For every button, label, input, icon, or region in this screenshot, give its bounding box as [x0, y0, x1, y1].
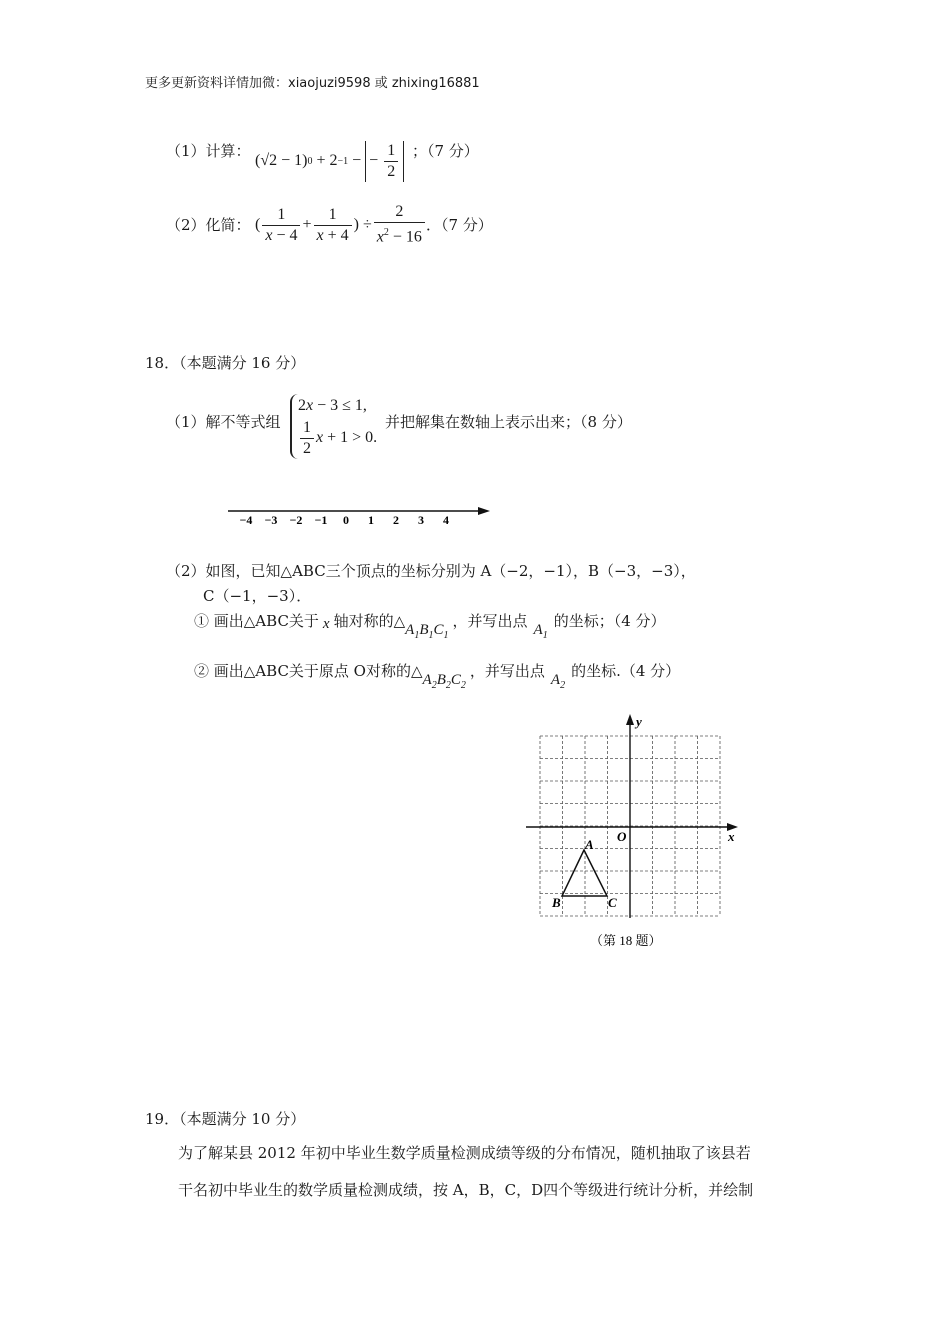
number-line-tick-label: −1	[314, 513, 328, 527]
q19-title: 19．（本题满分 10 分）	[145, 1110, 306, 1128]
triangle-abc	[562, 850, 607, 896]
coordinate-grid-figure	[520, 710, 750, 955]
q17-part2-label: （2）化简：	[166, 216, 251, 234]
point-a-label: A	[585, 837, 594, 852]
number-line-tick-label: 3	[418, 513, 424, 527]
q18-item1-a: ① 画出△ABC关于	[194, 612, 319, 630]
q18-part2-line1: （2）如图，已知△ABC三个顶点的坐标分别为 A（−2，−1），B（−3，−3），	[166, 562, 696, 580]
origin-label: O	[617, 829, 627, 844]
number-line-tick-label: −3	[264, 513, 278, 527]
number-line-tick-label: 1	[368, 513, 374, 527]
q17-part1	[166, 140, 251, 161]
q17-part1-expression: (√2 − 1) 0 + 2 −1 − − $\frac{1}{2}$	[255, 136, 404, 186]
q18-item2: ② 画出△ABC关于原点 O对称的△ $A_2B_2C_2$ ，并写出点 $A_2$ 的坐标.（4 分）	[194, 662, 681, 691]
q18-title: 18．（本题满分 16 分）	[145, 354, 306, 372]
page-header: 更多更新资料详情加微：xiaojuzi9598 或 zhixing16881	[145, 76, 480, 91]
q18-part1-label: （1）解不等式组	[166, 413, 281, 431]
y-axis-label: y	[636, 714, 642, 729]
q18-item2-c: ，并写出点	[469, 662, 545, 680]
number-line-tick-label: 0	[343, 513, 349, 527]
point-b-label: B	[552, 895, 561, 910]
number-line-tick-label: −4	[239, 513, 253, 527]
q18-item2-d: 的坐标.（4 分）	[571, 662, 681, 680]
q18-item1-c: ，并写出点	[452, 612, 528, 630]
q19-line1: 为了解某县 2012 年初中毕业生数学质量检测成绩等级的分布情况，随机抽取了该县若	[178, 1144, 751, 1162]
point-c-label: C	[608, 895, 617, 910]
number-line-tick-label: 2	[393, 513, 399, 527]
q17-part1-label: （1）计算：	[166, 142, 251, 160]
q18-part1-text: 并把解集在数轴上表示出来；（8 分）	[385, 413, 632, 431]
q18-item1-d: 的坐标；（4 分）	[553, 612, 666, 630]
q18-item2-a: ② 画出△ABC关于原点 O对称的△	[194, 662, 423, 680]
q19-line2: 干名初中毕业生的数学质量检测成绩，按 A，B，C，D四个等级进行统计分析，并绘制	[178, 1181, 754, 1199]
q17-part1-score: ；（7 分）	[412, 142, 479, 160]
number-line-tick-label: −2	[289, 513, 303, 527]
number-line	[220, 500, 500, 530]
q17-part2-score: ．（7 分）	[426, 216, 493, 234]
q17-part2-expression: ( $\frac{1}{x - 4}$ + $\frac{1}{x + 4}$ ) ÷ $\frac{2}{x^2 - 16}$	[255, 200, 427, 250]
q18-item1: ① 画出△ABC关于 x 轴对称的△ $A_1B_1C_1$ ，并写出点 $A_1$ 的坐标；（4 分）	[194, 612, 666, 641]
y-axis-arrow	[626, 714, 634, 725]
x-axis-label: x	[728, 829, 735, 844]
q18-part2-line2: C（−1，−3）．	[203, 587, 312, 605]
figure-caption: （第 18 题）	[590, 933, 662, 948]
q18-item1-b: 轴对称的△	[333, 612, 406, 630]
q18-inequality-system: 2x − 3 ≤ 1, $\frac{1}{2}$ x + 1 > 0.	[290, 394, 377, 459]
number-line-tick-label: 4	[443, 513, 449, 527]
